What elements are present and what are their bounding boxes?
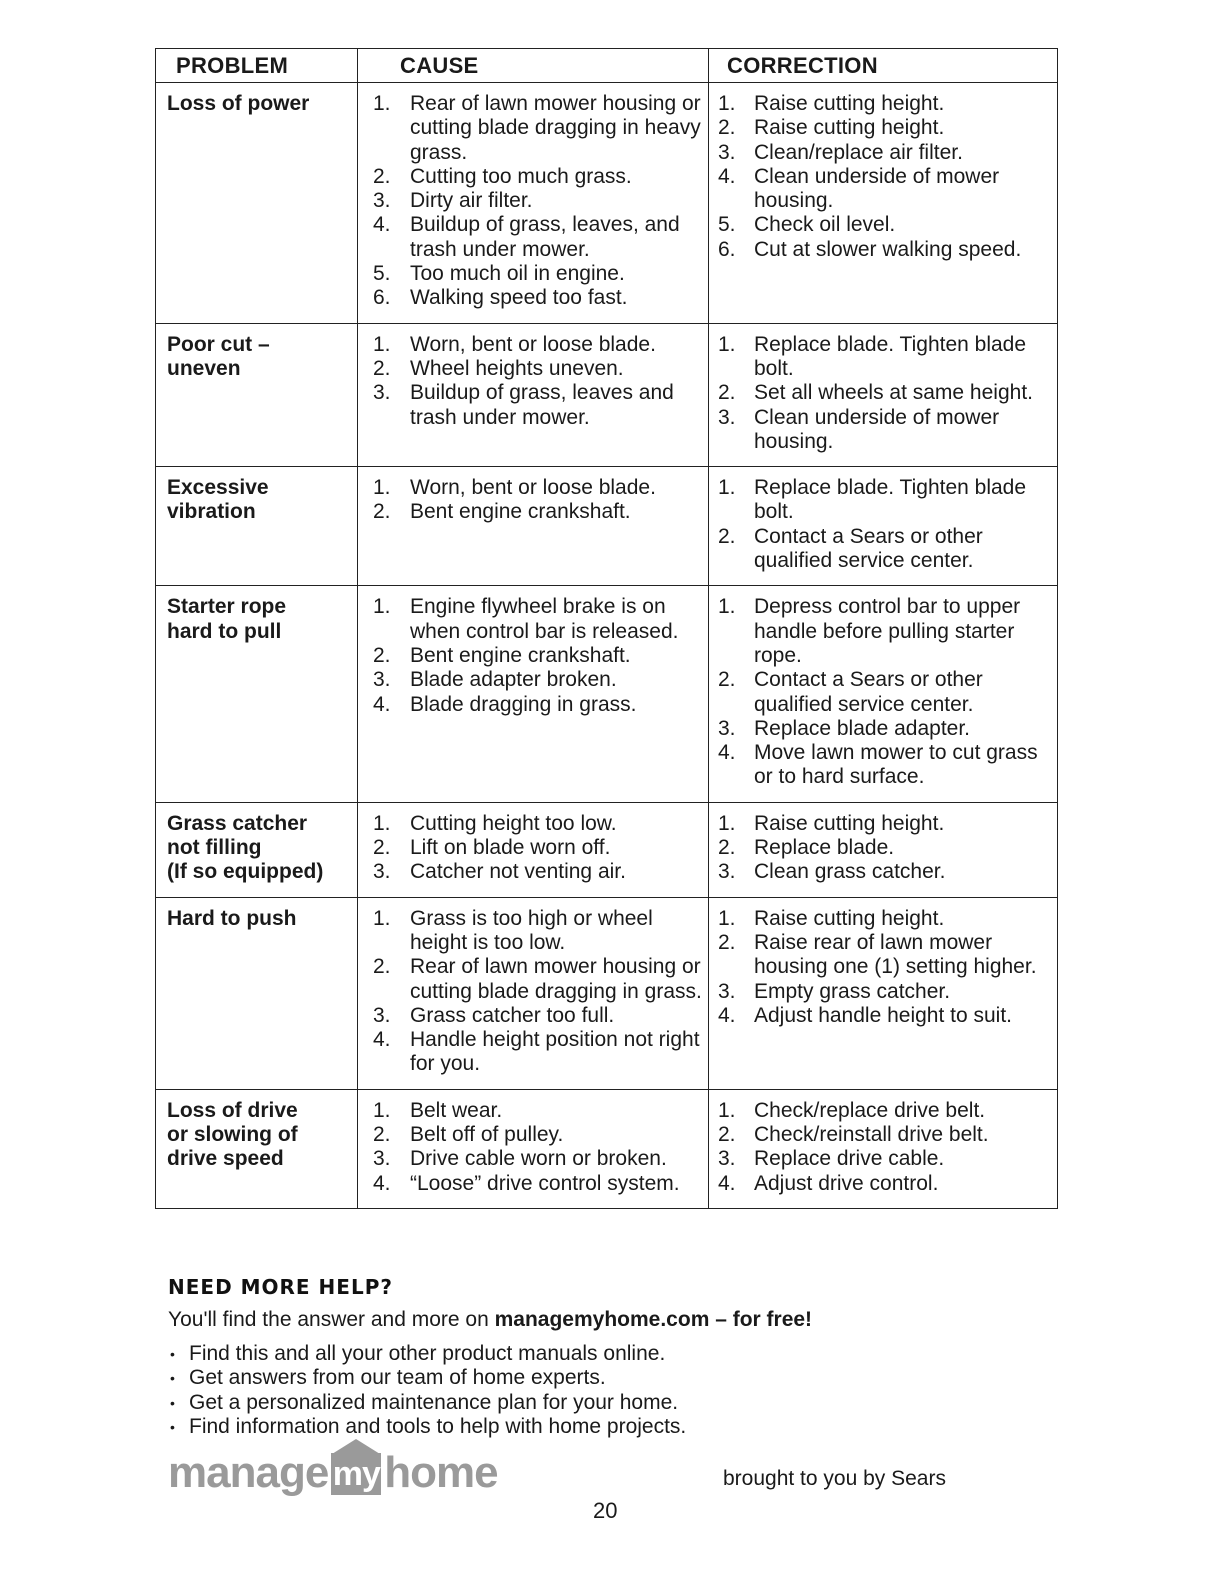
cause-item-number: 4. [373,213,391,237]
cause-item-text: Cutting too much grass. [410,164,632,188]
problem-text: Loss of drive [167,1098,298,1122]
cause-item [358,357,708,381]
correction-cell [709,467,1058,586]
correction-item-number: 2. [718,524,736,548]
cause-item-text: Grass catcher too full. [410,1003,615,1027]
cause-item-text: Blade adapter broken. [410,668,617,692]
cause-item [358,1172,708,1196]
correction-list [709,476,1057,573]
cause-item-text: Bent engine crankshaft. [410,643,631,667]
cause-item-number: 1. [373,332,391,356]
correction-item-text: Replace blade. [754,836,895,860]
correction-item-number: 3. [718,860,736,884]
correction-item [709,165,1057,214]
correction-item-text: Replace blade adapter. [754,716,970,740]
cause-item [358,286,708,310]
correction-item [709,931,1057,980]
cause-list [358,333,708,430]
problem-text: or slowing of [167,1122,298,1146]
correction-item [709,907,1057,931]
cause-item-number: 4. [373,1171,391,1195]
cause-list [358,907,708,1077]
cause-item-number: 3. [373,860,391,884]
correction-list [709,1099,1057,1196]
cause-item-text: Bent engine crankshaft. [410,500,631,524]
correction-item [709,213,1057,237]
logo-text-my: my [332,1455,380,1493]
correction-item-number: 3. [718,140,736,164]
table-row [156,897,1058,1089]
troubleshooting-table [155,48,1058,1209]
help-bullet: • Find information and tools to help with home projects. [168,1415,686,1439]
correction-item-number: 4. [718,741,736,765]
correction-cell [709,83,1058,324]
cause-item-number: 2. [373,164,391,188]
correction-item-text: Replace drive cable. [754,1147,945,1171]
cause-cell [358,323,709,466]
problem-text: (If so equipped) [167,860,324,884]
cause-item-text: Lift on blade worn off. [410,836,611,860]
cause-item-text: Drive cable worn or broken. [410,1147,667,1171]
cause-item-number: 6. [373,286,391,310]
cause-list [358,595,708,716]
header-problem: PROBLEM [156,49,358,83]
correction-item-text: Empty grass catcher. [754,979,951,1003]
correction-item [709,525,1057,574]
cause-list [358,476,708,525]
correction-item-text: Check/reinstall drive belt. [754,1122,989,1146]
cause-item-text: Blade dragging in grass. [410,692,637,716]
cause-item-text: Handle height position not right for you. [410,1028,700,1076]
correction-item-number: 1. [718,476,736,500]
sears-byline: brought to you by Sears [723,1467,946,1490]
cause-item [358,1123,708,1147]
correction-item-text: Check oil level. [754,213,896,237]
help-bullet: • Get a personalized maintenance plan for your home. [168,1391,686,1415]
problem-text: drive speed [167,1147,284,1171]
cause-item-text: Buildup of grass, leaves, and trash under mower. [410,213,680,261]
correction-item [709,333,1057,382]
cause-item [358,92,708,165]
correction-item [709,1172,1057,1196]
correction-item [709,92,1057,116]
table-body [156,83,1058,1209]
correction-item-text: Clean underside of mower housing. [754,405,1000,453]
correction-item [709,668,1057,717]
correction-item [709,717,1057,741]
cause-item-text: Grass is too high or wheel height is too low. [410,906,653,954]
problem-text: Poor cut – [167,332,270,356]
cause-cell [358,1089,709,1208]
correction-item [709,812,1057,836]
cause-item [358,693,708,717]
correction-item-text: Raise cutting height. [754,811,945,835]
cause-item-text: Wheel heights uneven. [410,356,624,380]
cause-item-text: Walking speed too fast. [410,286,628,310]
cause-item [358,668,708,692]
correction-item-number: 2. [718,381,736,405]
correction-list [709,595,1057,789]
cause-item [358,644,708,668]
cause-item-text: Belt off of pulley. [410,1122,564,1146]
correction-item [709,476,1057,525]
correction-item-text: Replace blade. Tighten blade bolt. [754,332,1027,380]
cause-item [358,165,708,189]
correction-item-number: 4. [718,1171,736,1195]
table-row [156,83,1058,324]
problem-cell [156,586,358,802]
cause-item-number: 1. [373,811,391,835]
correction-item-number: 4. [718,164,736,188]
correction-item [709,1099,1057,1123]
cause-item [358,595,708,644]
managemyhome-logo [168,1448,498,1508]
cause-item-number: 3. [373,381,391,405]
cause-item-number: 3. [373,668,391,692]
cause-item [358,262,708,286]
correction-list [709,92,1057,262]
cause-item-text: Worn, bent or loose blade. [410,332,656,356]
cause-item-number: 3. [373,1003,391,1027]
correction-item-number: 1. [718,906,736,930]
correction-item-number: 3. [718,716,736,740]
cause-item-text: “Loose” drive control system. [410,1171,680,1195]
page-number: 20 [593,1498,618,1523]
correction-item-text: Clean underside of mower housing. [754,164,1000,213]
cause-item-text: Catcher not venting air. [410,860,626,884]
cause-item-number: 5. [373,262,391,286]
correction-item-text: Raise cutting height. [754,92,945,115]
correction-item-number: 1. [718,332,736,356]
cause-item [358,189,708,213]
problem-text: not filling [167,836,262,860]
problem-cell [156,467,358,586]
correction-cell [709,323,1058,466]
cause-item-number: 1. [373,906,391,930]
correction-item [709,1123,1057,1147]
correction-item-number: 3. [718,405,736,429]
correction-cell [709,802,1058,897]
cause-list [358,1099,708,1196]
table-row [156,1089,1058,1208]
cause-cell [358,83,709,324]
correction-item [709,595,1057,668]
cause-item-number: 2. [373,643,391,667]
cause-item [358,955,708,1004]
correction-item-number: 1. [718,1098,736,1122]
cause-item-number: 3. [373,1147,391,1171]
help-bullet-list [168,1342,686,1439]
correction-item [709,141,1057,165]
problem-cell [156,323,358,466]
correction-item [709,238,1057,262]
cause-item [358,812,708,836]
problem-cell [156,1089,358,1208]
cause-item [358,1099,708,1123]
cause-item-text: Rear of lawn mower housing or cutting blade dragging in grass. [410,955,702,1003]
cause-item-number: 2. [373,836,391,860]
correction-item-text: Clean grass catcher. [754,860,946,884]
cause-item-number: 2. [373,1122,391,1146]
correction-item [709,860,1057,884]
correction-item-number: 2. [718,1122,736,1146]
cause-item-text: Engine flywheel brake is on when control bar is released. [410,595,679,643]
correction-item [709,116,1057,140]
cause-item-text: Belt wear. [410,1098,503,1122]
table-row [156,802,1058,897]
cause-item [358,381,708,430]
logo-house-icon [331,1453,381,1495]
correction-list [709,812,1057,885]
correction-item-text: Move lawn mower to cut grass or to hard surface. [754,741,1038,789]
problem-cell [156,802,358,897]
correction-item-text: Adjust handle height to suit. [754,1003,1013,1027]
table-row [156,323,1058,466]
correction-item-text: Contact a Sears or other qualified service center. [754,668,983,716]
correction-item [709,980,1057,1004]
correction-list [709,333,1057,454]
problem-text: Starter rope [167,595,287,619]
cause-item-number: 4. [373,692,391,716]
cause-list [358,92,708,311]
correction-item-number: 2. [718,836,736,860]
correction-item-text: Raise rear of lawn mower housing one (1) setting higher. [754,930,1037,979]
correction-item-number: 1. [718,595,736,619]
cause-item-number: 2. [373,356,391,380]
cause-cell [358,586,709,802]
header-cause: CAUSE [358,49,709,83]
help-bullet: • Get answers from our team of home experts. [168,1366,686,1390]
help-intro-link: managemyhome.com – for free! [494,1308,813,1331]
header-correction: CORRECTION [709,49,1058,83]
correction-cell [709,586,1058,802]
correction-item-number: 2. [718,668,736,692]
cause-item-number: 1. [373,1098,391,1122]
correction-item-text: Contact a Sears or other qualified service center. [754,524,983,573]
correction-item-text: Replace blade. Tighten blade bolt. [754,476,1027,524]
correction-cell [709,897,1058,1089]
cause-cell [358,802,709,897]
problem-text: hard to pull [167,619,282,643]
correction-item-number: 2. [718,116,736,140]
need-more-help-heading: NEED MORE HELP? [168,1275,393,1299]
correction-item-text: Raise cutting height. [754,906,945,930]
correction-item-number: 4. [718,1003,736,1027]
cause-item-text: Worn, bent or loose blade. [410,476,656,500]
problem-text: Loss of power [167,92,310,115]
cause-item-text: Buildup of grass, leaves and trash under mower. [410,381,674,429]
cause-item [358,476,708,500]
correction-item-number: 5. [718,213,736,237]
correction-cell [709,1089,1058,1208]
logo-text-home: home [384,1448,498,1497]
correction-item-number: 1. [718,811,736,835]
cause-item [358,213,708,262]
cause-item [358,1028,708,1077]
correction-item [709,836,1057,860]
correction-list [709,907,1057,1028]
correction-item-text: Clean/replace air filter. [754,140,963,164]
help-bullet: • Find this and all your other product manuals online. [168,1342,686,1366]
cause-item [358,333,708,357]
table-row [156,467,1058,586]
correction-item-text: Cut at slower walking speed. [754,237,1022,261]
cause-item [358,1147,708,1171]
correction-item [709,1147,1057,1171]
help-intro [168,1308,812,1332]
correction-item-number: 3. [718,979,736,1003]
cause-item-text: Rear of lawn mower housing or cutting blade dragging in heavy grass. [410,92,701,164]
correction-item [709,381,1057,405]
cause-item-text: Cutting height too low. [410,811,617,835]
cause-item-number: 4. [373,1028,391,1052]
problem-text: uneven [167,356,241,380]
correction-item-text: Adjust drive control. [754,1171,939,1195]
cause-item [358,500,708,524]
problem-text: vibration [167,500,256,524]
cause-item-number: 2. [373,955,391,979]
table-row [156,586,1058,802]
correction-item-number: 3. [718,1147,736,1171]
cause-item-number: 2. [373,500,391,524]
cause-item [358,1004,708,1028]
correction-item-text: Depress control bar to upper handle before pulling starter rope. [754,595,1021,667]
correction-item [709,1004,1057,1028]
table-header-row [156,49,1058,83]
cause-item-number: 1. [373,595,391,619]
cause-item-number: 3. [373,189,391,213]
cause-item [358,907,708,956]
problem-text: Excessive [167,476,269,500]
correction-item-number: 6. [718,237,736,261]
correction-item-text: Check/replace drive belt. [754,1098,986,1122]
correction-item-number: 2. [718,930,736,954]
correction-item-number: 1. [718,92,736,115]
help-intro-text: You'll find the answer and more on [168,1308,489,1331]
problem-cell [156,897,358,1089]
cause-item-text: Dirty air filter. [410,189,533,213]
cause-item [358,860,708,884]
correction-item [709,406,1057,455]
correction-item-text: Raise cutting height. [754,116,945,140]
cause-cell [358,897,709,1089]
cause-item-text: Too much oil in engine. [410,262,625,286]
cause-item-number: 1. [373,476,391,500]
logo-text-manage: manage [168,1448,329,1497]
cause-cell [358,467,709,586]
cause-item-number: 1. [373,92,391,115]
problem-text: Grass catcher [167,811,308,835]
problem-text: Hard to push [167,906,297,930]
correction-item-text: Set all wheels at same height. [754,381,1033,405]
cause-item [358,836,708,860]
cause-list [358,812,708,885]
correction-item [709,741,1057,790]
problem-cell [156,83,358,324]
